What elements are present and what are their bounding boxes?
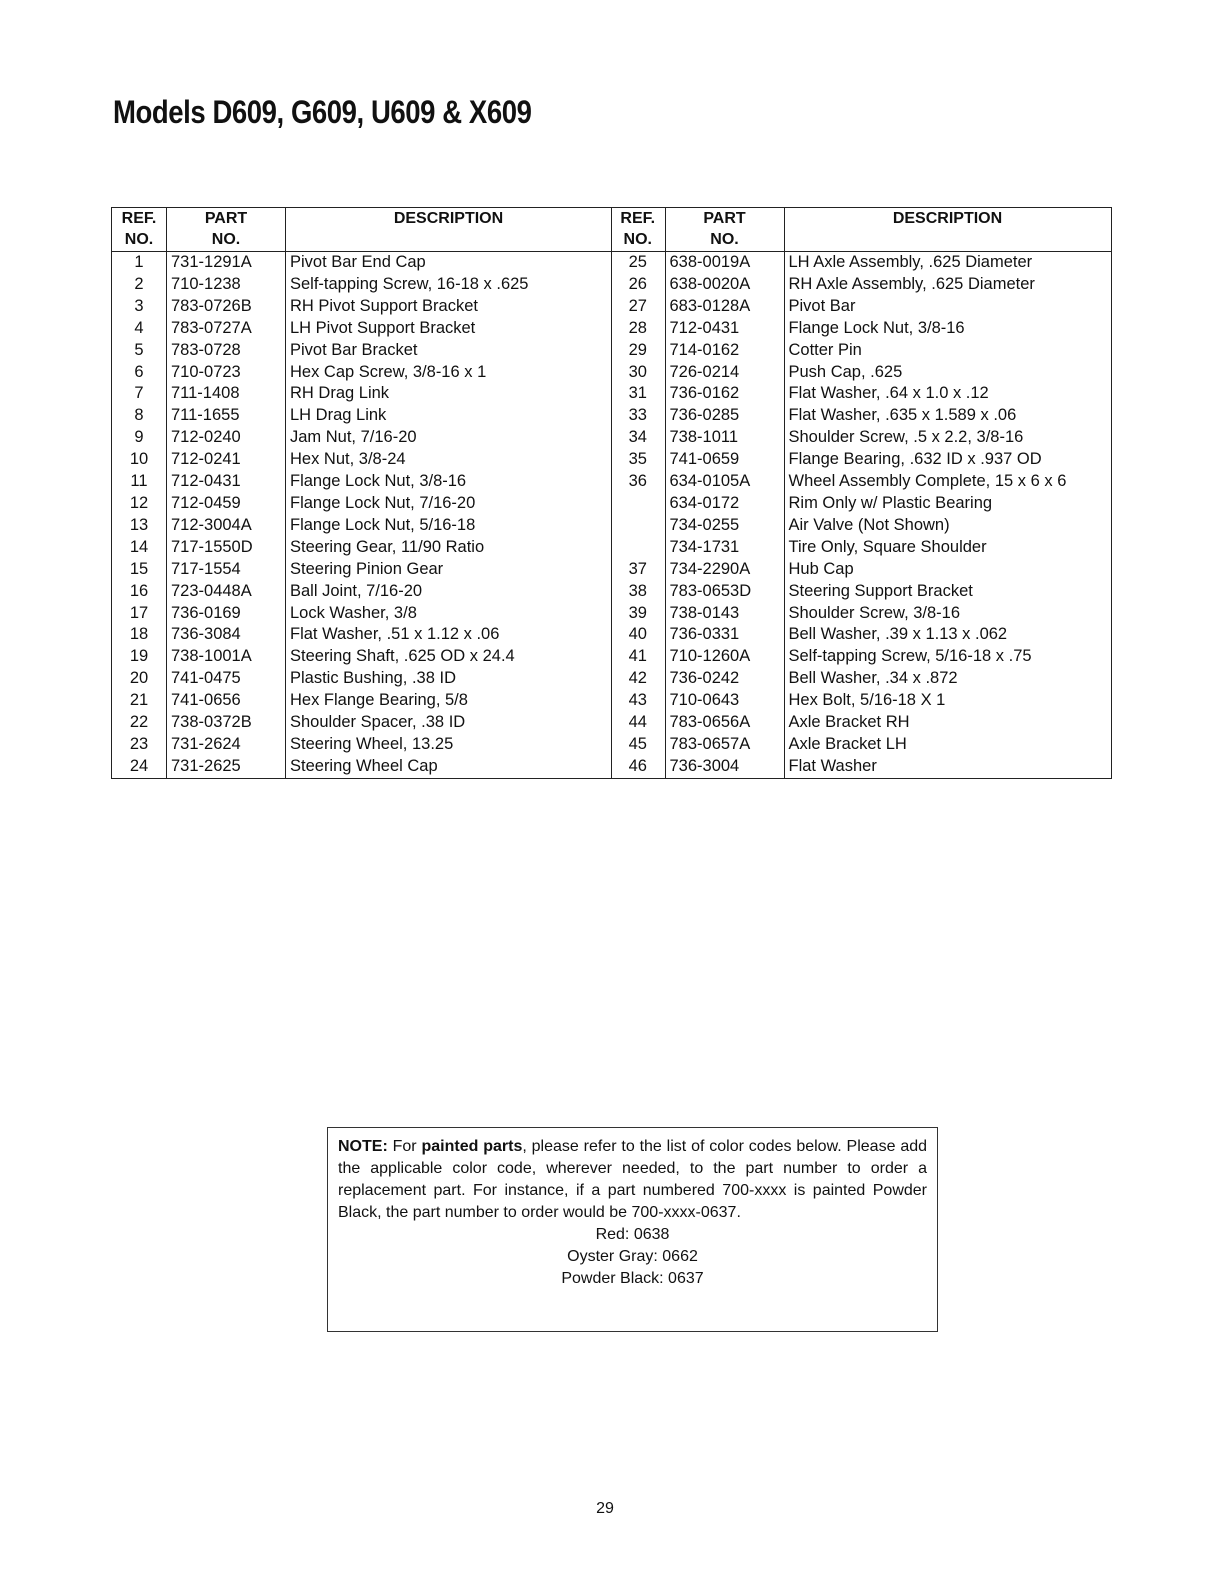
table-row xyxy=(611,581,1111,603)
part-number-cell: 726-0214 xyxy=(665,362,784,384)
part-header: PART xyxy=(665,208,784,230)
page-title: Models D609, G609, U609 & X609 xyxy=(113,94,532,130)
description-cell: Jam Nut, 7/16-20 xyxy=(286,427,612,449)
description-cell: Steering Pinion Gear xyxy=(286,559,612,581)
ref-number-cell: 44 xyxy=(611,712,665,734)
part-number-cell: 783-0653D xyxy=(665,581,784,603)
ref-number-cell: 41 xyxy=(611,646,665,668)
table-row xyxy=(112,712,612,734)
table-row xyxy=(112,537,612,559)
description-header-blank xyxy=(286,229,612,252)
part-number-cell: 731-2625 xyxy=(167,756,286,778)
ref-number-cell: 33 xyxy=(611,405,665,427)
part-number-cell: 712-0431 xyxy=(167,471,286,493)
table-row xyxy=(611,690,1111,712)
table-row xyxy=(611,274,1111,296)
part-number-cell: 731-1291A xyxy=(167,252,286,274)
description-cell: Self-tapping Screw, 5/16-18 x .75 xyxy=(784,646,1111,668)
table-row xyxy=(611,756,1111,778)
ref-number-cell: 37 xyxy=(611,559,665,581)
part-number-cell: 783-0727A xyxy=(167,318,286,340)
table-row xyxy=(611,646,1111,668)
part-number-cell: 712-0459 xyxy=(167,493,286,515)
table-row xyxy=(112,581,612,603)
table-row xyxy=(112,449,612,471)
description-cell: Shoulder Screw, 3/8-16 xyxy=(784,603,1111,625)
ref-number-cell: 30 xyxy=(611,362,665,384)
ref-number-cell: 28 xyxy=(611,318,665,340)
part-number-cell: 710-0723 xyxy=(167,362,286,384)
ref-number-cell: 1 xyxy=(112,252,167,274)
description-cell: Bell Washer, .34 x .872 xyxy=(784,668,1111,690)
description-cell: Steering Wheel, 13.25 xyxy=(286,734,612,756)
page-number: 29 xyxy=(596,1500,614,1517)
description-header-blank xyxy=(784,229,1111,252)
description-cell: Bell Washer, .39 x 1.13 x .062 xyxy=(784,624,1111,646)
color-code-powder-black: Powder Black: 0637 xyxy=(561,1270,704,1287)
ref-number-cell: 34 xyxy=(611,427,665,449)
description-cell: Flange Lock Nut, 3/8-16 xyxy=(286,471,612,493)
description-cell: Hub Cap xyxy=(784,559,1111,581)
table-row xyxy=(611,296,1111,318)
part-number-cell: 734-1731 xyxy=(665,537,784,559)
description-cell: Push Cap, .625 xyxy=(784,362,1111,384)
table-row xyxy=(112,383,612,405)
ref-number-cell: 18 xyxy=(112,624,167,646)
part-number-cell: 712-0241 xyxy=(167,449,286,471)
table-row xyxy=(112,427,612,449)
table-row xyxy=(611,471,1111,493)
part-number-cell: 638-0019A xyxy=(665,252,784,274)
ref-header: REF. xyxy=(611,208,665,230)
ref-number-cell: 46 xyxy=(611,756,665,778)
ref-number-cell xyxy=(611,515,665,537)
table-row xyxy=(611,340,1111,362)
ref-number-cell: 36 xyxy=(611,471,665,493)
description-cell: RH Axle Assembly, .625 Diameter xyxy=(784,274,1111,296)
table-row xyxy=(112,756,612,778)
note-text-before: For xyxy=(387,1138,422,1155)
ref-number-cell: 35 xyxy=(611,449,665,471)
table-row xyxy=(112,296,612,318)
table-row xyxy=(611,734,1111,756)
ref-number-cell: 14 xyxy=(112,537,167,559)
table-row xyxy=(611,493,1111,515)
ref-number-cell: 17 xyxy=(112,603,167,625)
ref-number-cell: 3 xyxy=(112,296,167,318)
note-text-after: , please refer to the list of color codes below. Please add the applicable color code, wherever needed, to the part number to order a replacement part. For instance, if a part numbered 700-xxxx is painted Powder Black, the part number to order would be 700-xxxx-0637. xyxy=(338,1138,928,1221)
color-code-oyster-gray: Oyster Gray: 0662 xyxy=(567,1248,698,1265)
description-cell: Axle Bracket LH xyxy=(784,734,1111,756)
note-paragraph xyxy=(338,1136,927,1224)
ref-number-cell: 25 xyxy=(611,252,665,274)
ref-number-cell: 12 xyxy=(112,493,167,515)
part-number-cell: 712-3004A xyxy=(167,515,286,537)
description-cell: Steering Shaft, .625 OD x 24.4 xyxy=(286,646,612,668)
part-number-cell: 731-2624 xyxy=(167,734,286,756)
description-cell: Lock Washer, 3/8 xyxy=(286,603,612,625)
table-row xyxy=(611,537,1111,559)
part-number-cell: 736-0242 xyxy=(665,668,784,690)
ref-number-cell: 8 xyxy=(112,405,167,427)
ref-number-cell: 23 xyxy=(112,734,167,756)
part-number-cell: 714-0162 xyxy=(665,340,784,362)
ref-number-cell: 15 xyxy=(112,559,167,581)
description-cell: Self-tapping Screw, 16-18 x .625 xyxy=(286,274,612,296)
part-number-cell: 736-0162 xyxy=(665,383,784,405)
part-number-cell: 710-1238 xyxy=(167,274,286,296)
ref-number-cell: 39 xyxy=(611,603,665,625)
ref-number-cell: 26 xyxy=(611,274,665,296)
part-number-cell: 712-0240 xyxy=(167,427,286,449)
ref-number-cell: 43 xyxy=(611,690,665,712)
ref-number-cell: 45 xyxy=(611,734,665,756)
description-header: DESCRIPTION xyxy=(784,208,1111,230)
table-row xyxy=(112,274,612,296)
ref-number-cell: 31 xyxy=(611,383,665,405)
part-number-cell: 734-0255 xyxy=(665,515,784,537)
table-row xyxy=(112,515,612,537)
table-row xyxy=(611,362,1111,384)
part-number-cell: 723-0448A xyxy=(167,581,286,603)
description-cell: Steering Support Bracket xyxy=(784,581,1111,603)
table-row xyxy=(112,646,612,668)
part-number-cell: 634-0172 xyxy=(665,493,784,515)
part-number-cell: 717-1554 xyxy=(167,559,286,581)
color-code-red: Red: 0638 xyxy=(595,1226,670,1243)
ref-number-cell: 19 xyxy=(112,646,167,668)
ref-number-cell: 21 xyxy=(112,690,167,712)
parts-table-right-body xyxy=(611,252,1111,779)
description-cell: Hex Bolt, 5/16-18 X 1 xyxy=(784,690,1111,712)
description-cell: Cotter Pin xyxy=(784,340,1111,362)
ref-number-cell: 2 xyxy=(112,274,167,296)
table-row xyxy=(611,668,1111,690)
ref-number-cell: 22 xyxy=(112,712,167,734)
table-row xyxy=(611,383,1111,405)
part-header-line2: NO. xyxy=(665,229,784,252)
table-row xyxy=(112,340,612,362)
part-number-cell: 783-0657A xyxy=(665,734,784,756)
part-header: PART xyxy=(167,208,286,230)
ref-number-cell: 13 xyxy=(112,515,167,537)
table-row xyxy=(611,712,1111,734)
part-number-cell: 738-0143 xyxy=(665,603,784,625)
ref-number-cell: 29 xyxy=(611,340,665,362)
table-row xyxy=(611,318,1111,340)
ref-number-cell: 7 xyxy=(112,383,167,405)
table-row xyxy=(611,624,1111,646)
table-row xyxy=(112,668,612,690)
description-cell: Hex Nut, 3/8-24 xyxy=(286,449,612,471)
part-number-cell: 783-0656A xyxy=(665,712,784,734)
description-cell: Wheel Assembly Complete, 15 x 6 x 6 xyxy=(784,471,1111,493)
table-row xyxy=(611,559,1111,581)
description-cell: LH Pivot Support Bracket xyxy=(286,318,612,340)
description-cell: Flat Washer, .635 x 1.589 x .06 xyxy=(784,405,1111,427)
description-cell: Air Valve (Not Shown) xyxy=(784,515,1111,537)
ref-number-cell: 5 xyxy=(112,340,167,362)
description-cell: Plastic Bushing, .38 ID xyxy=(286,668,612,690)
description-cell: Axle Bracket RH xyxy=(784,712,1111,734)
description-cell: Shoulder Spacer, .38 ID xyxy=(286,712,612,734)
part-number-cell: 711-1408 xyxy=(167,383,286,405)
ref-number-cell: 38 xyxy=(611,581,665,603)
table-row xyxy=(112,362,612,384)
description-cell: Flange Lock Nut, 7/16-20 xyxy=(286,493,612,515)
part-number-cell: 717-1550D xyxy=(167,537,286,559)
description-cell: Hex Cap Screw, 3/8-16 x 1 xyxy=(286,362,612,384)
description-cell: Pivot Bar xyxy=(784,296,1111,318)
table-row xyxy=(112,559,612,581)
ref-header: REF. xyxy=(112,208,167,230)
description-cell: Hex Flange Bearing, 5/8 xyxy=(286,690,612,712)
parts-table-left-body xyxy=(112,252,612,779)
table-row xyxy=(611,449,1111,471)
part-number-cell: 783-0726B xyxy=(167,296,286,318)
description-cell: Pivot Bar Bracket xyxy=(286,340,612,362)
part-number-cell: 736-0169 xyxy=(167,603,286,625)
ref-number-cell: 6 xyxy=(112,362,167,384)
ref-number-cell: 9 xyxy=(112,427,167,449)
ref-number-cell: 42 xyxy=(611,668,665,690)
parts-table-left xyxy=(111,207,612,779)
table-row xyxy=(112,624,612,646)
table-row xyxy=(112,318,612,340)
part-number-cell: 638-0020A xyxy=(665,274,784,296)
ref-number-cell: 24 xyxy=(112,756,167,778)
description-cell: Flat Washer, .64 x 1.0 x .12 xyxy=(784,383,1111,405)
ref-header-line2: NO. xyxy=(112,229,167,252)
description-cell: RH Pivot Support Bracket xyxy=(286,296,612,318)
ref-header-line2: NO. xyxy=(611,229,665,252)
part-number-cell: 711-1655 xyxy=(167,405,286,427)
part-number-cell: 710-1260A xyxy=(665,646,784,668)
table-row xyxy=(611,405,1111,427)
ref-number-cell xyxy=(611,493,665,515)
ref-number-cell: 11 xyxy=(112,471,167,493)
description-cell: Flange Lock Nut, 3/8-16 xyxy=(784,318,1111,340)
part-number-cell: 736-0331 xyxy=(665,624,784,646)
part-number-cell: 710-0643 xyxy=(665,690,784,712)
note-label: NOTE: xyxy=(338,1138,388,1155)
table-row xyxy=(112,603,612,625)
part-number-cell: 736-3004 xyxy=(665,756,784,778)
description-cell: Flange Bearing, .632 ID x .937 OD xyxy=(784,449,1111,471)
description-cell: Flat Washer, .51 x 1.12 x .06 xyxy=(286,624,612,646)
part-number-cell: 634-0105A xyxy=(665,471,784,493)
table-row xyxy=(112,405,612,427)
part-number-cell: 736-0285 xyxy=(665,405,784,427)
table-row xyxy=(611,603,1111,625)
description-cell: Steering Gear, 11/90 Ratio xyxy=(286,537,612,559)
color-code-list xyxy=(338,1224,927,1290)
part-number-cell: 734-2290A xyxy=(665,559,784,581)
description-cell: Steering Wheel Cap xyxy=(286,756,612,778)
ref-number-cell: 40 xyxy=(611,624,665,646)
part-number-cell: 738-1011 xyxy=(665,427,784,449)
table-row xyxy=(112,690,612,712)
part-number-cell: 741-0475 xyxy=(167,668,286,690)
note-emphasis: painted parts xyxy=(421,1138,523,1155)
part-number-cell: 683-0128A xyxy=(665,296,784,318)
description-cell: LH Drag Link xyxy=(286,405,612,427)
table-row xyxy=(611,515,1111,537)
table-row xyxy=(112,493,612,515)
part-number-cell: 741-0656 xyxy=(167,690,286,712)
table-row xyxy=(611,427,1111,449)
part-number-cell: 738-0372B xyxy=(167,712,286,734)
part-number-cell: 736-3084 xyxy=(167,624,286,646)
description-cell: Shoulder Screw, .5 x 2.2, 3/8-16 xyxy=(784,427,1111,449)
ref-number-cell xyxy=(611,537,665,559)
parts-table-right xyxy=(611,207,1112,779)
description-cell: Flat Washer xyxy=(784,756,1111,778)
painted-parts-note xyxy=(327,1127,938,1332)
part-number-cell: 738-1001A xyxy=(167,646,286,668)
table-row xyxy=(112,471,612,493)
table-row xyxy=(112,734,612,756)
part-number-cell: 783-0728 xyxy=(167,340,286,362)
description-cell: Flange Lock Nut, 5/16-18 xyxy=(286,515,612,537)
table-row xyxy=(611,252,1111,274)
ref-number-cell: 10 xyxy=(112,449,167,471)
ref-number-cell: 4 xyxy=(112,318,167,340)
description-cell: RH Drag Link xyxy=(286,383,612,405)
description-header: DESCRIPTION xyxy=(286,208,612,230)
description-cell: Ball Joint, 7/16-20 xyxy=(286,581,612,603)
part-number-cell: 712-0431 xyxy=(665,318,784,340)
table-row xyxy=(112,252,612,274)
part-number-cell: 741-0659 xyxy=(665,449,784,471)
description-cell: Rim Only w/ Plastic Bearing xyxy=(784,493,1111,515)
ref-number-cell: 16 xyxy=(112,581,167,603)
description-cell: Pivot Bar End Cap xyxy=(286,252,612,274)
description-cell: Tire Only, Square Shoulder xyxy=(784,537,1111,559)
ref-number-cell: 20 xyxy=(112,668,167,690)
description-cell: LH Axle Assembly, .625 Diameter xyxy=(784,252,1111,274)
ref-number-cell: 27 xyxy=(611,296,665,318)
part-header-line2: NO. xyxy=(167,229,286,252)
